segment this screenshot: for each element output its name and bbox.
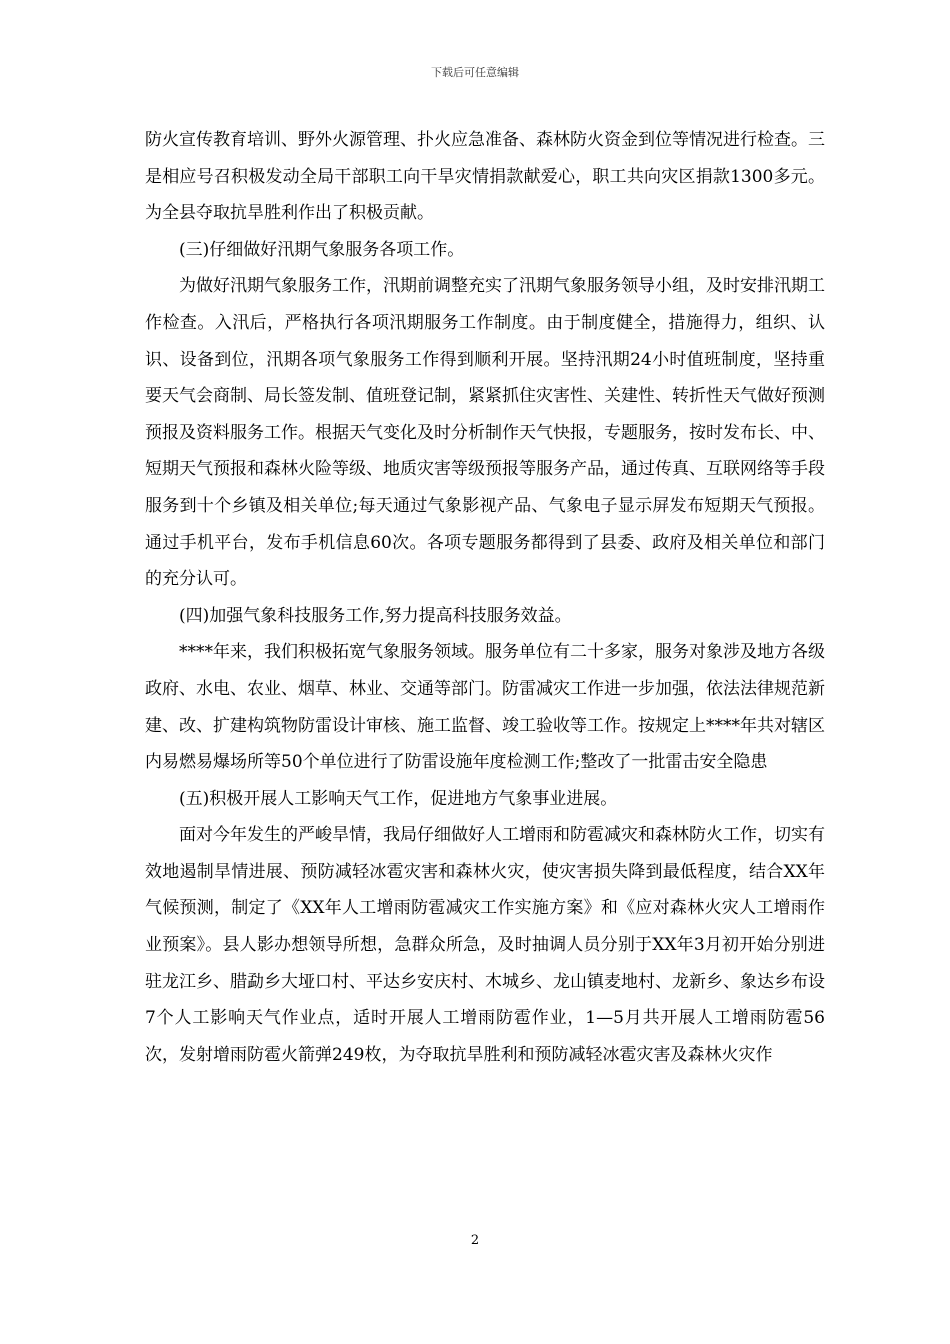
section-heading: (三)仔细做好汛期气象服务各项工作。 xyxy=(179,239,465,260)
paragraph: ****年来，我们积极拓宽气象服务领域。服务单位有二十多家，服务对象涉及地方各级政府、水电、农业、烟草、林业、交通等部门。防雷减灾工作进一步加强，依法法律规范新建、改、扩建构筑物防雷设计审核、施工监督、竣工验收等工作。按规定上****年共对辖区内易燃易爆场所等50个单位进行了防雷设施年度检测工作;整改了一批雷击安全隐患 xyxy=(145,642,825,773)
page-number: 2 xyxy=(470,1233,480,1248)
section-heading: (四)加强气象科技服务工作,努力提高科技服务效益。 xyxy=(179,605,572,626)
paragraph: 面对今年发生的严峻旱情，我局仔细做好人工增雨和防雹减灾和森林防火工作，切实有效地遏制旱情进展、预防减轻冰雹灾害和森林火灾，使灾害损失降到最低程度，结合XX年气候预测，制定了《XX年人工增雨防雹减灾工作实施方案》和《应对森林火灾人工增雨作业预案》。县人影办想领导所想，急群众所急，及时抽调人员分别于XX年3月初开始分别进驻龙江乡、腊勐乡大垭口村、平达乡安庆村、木城乡、龙山镇麦地村、龙新乡、象达乡布设7个人工影响天气作业点，适时开展人工增雨防雹作业，1—5月共开展人工增雨防雹56次，发射增雨防雹火箭弹249枚，为夺取抗旱胜利和预防减轻冰雹灾害及森林火灾作 xyxy=(145,825,825,1065)
paragraph: 防火宣传教育培训、野外火源管理、扑火应急准备、森林防火资金到位等情况进行检查。三是相应号召积极发动全局干部职工向干旱灾情捐款献爱心，职工共向灾区捐款1300多元。为全县夺取抗旱胜利作出了积极贡献。 xyxy=(145,130,825,224)
page-header: 下载后可任意编辑 xyxy=(431,66,519,79)
paragraph: 为做好汛期气象服务工作，汛期前调整充实了汛期气象服务领导小组，及时安排汛期工作检查。入汛后，严格执行各项汛期服务工作制度。由于制度健全，措施得力，组织、认识、设备到位，汛期各项气象服务工作得到顺利开展。坚持汛期24小时值班制度，坚持重要天气会商制、局长签发制、值班登记制，紧紧抓住灾害性、关建性、转折性天气做好预测预报及资料服务工作。根据天气变化及时分析制作天气快报，专题服务，按时发布长、中、短期天气预报和森林火险等级、地质灾害等级预报等服务产品，通过传真、互联网络等手段服务到十个乡镇及相关单位;每天通过气象影视产品、气象电子显示屏发布短期天气预报。通过手机平台，发布手机信息60次。各项专题服务都得到了县委、政府及相关单位和部门的充分认可。 xyxy=(145,276,825,590)
document-body xyxy=(145,122,825,1073)
section-heading: (五)积极开展人工影响天气工作，促进地方气象事业进展。 xyxy=(179,788,618,809)
